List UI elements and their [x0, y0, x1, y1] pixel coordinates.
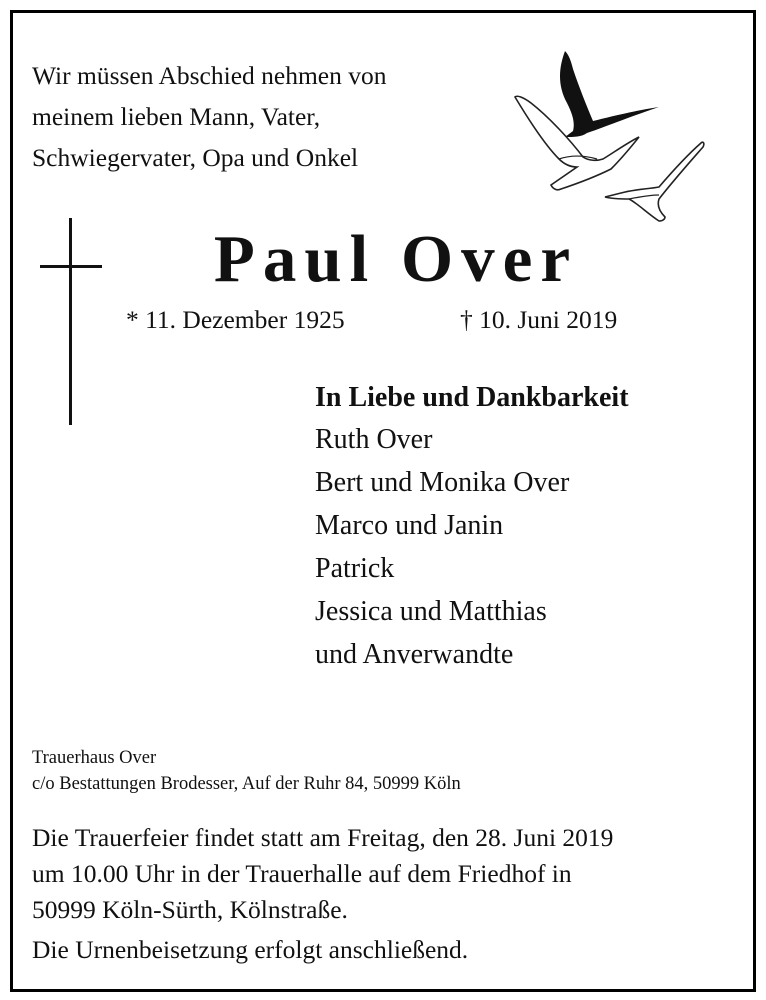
mourning-address: [32, 745, 461, 797]
intro-line: meinem lieben Mann, Vater,: [32, 102, 321, 131]
service-line: Die Trauerfeier findet statt am Freitag, den 28. Juni 2019: [32, 823, 614, 852]
mourner-name: Marco und Janin: [315, 510, 504, 541]
mourner-name: Ruth Over: [315, 424, 433, 455]
intro-line: Schwiegervater, Opa und Onkel: [32, 143, 359, 172]
mourner-name: und Anverwandte: [315, 639, 514, 670]
cross-icon: [37, 218, 107, 428]
mourners-list: [315, 378, 629, 676]
mourners-heading: In Liebe und Dankbarkeit: [315, 382, 629, 413]
birth-date: * 11. Dezember 1925: [126, 305, 345, 334]
deceased-name: Paul Over: [213, 222, 579, 296]
obituary-notice: [10, 10, 756, 992]
intro-text: [32, 55, 472, 178]
service-line: 50999 Köln-Sürth, Kölnstraße.: [32, 895, 348, 924]
address-line: c/o Bestattungen Brodesser, Auf der Ruhr 84, 50999 Köln: [32, 774, 461, 794]
urn-burial-info: Die Urnenbeisetzung erfolgt anschließend.: [32, 935, 469, 964]
flying-birds-icon: [509, 37, 714, 227]
funeral-service-info: [32, 820, 613, 928]
mourner-name: Bert und Monika Over: [315, 467, 570, 498]
mourner-name: Jessica und Matthias: [315, 596, 547, 627]
intro-line: Wir müssen Abschied nehmen von: [32, 61, 387, 90]
death-date: † 10. Juni 2019: [460, 305, 618, 334]
dark-bird: [560, 51, 659, 137]
mourner-name: Patrick: [315, 553, 395, 584]
address-line: Trauerhaus Over: [32, 748, 157, 768]
service-line: um 10.00 Uhr in der Trauerhalle auf dem Friedhof in: [32, 859, 572, 888]
